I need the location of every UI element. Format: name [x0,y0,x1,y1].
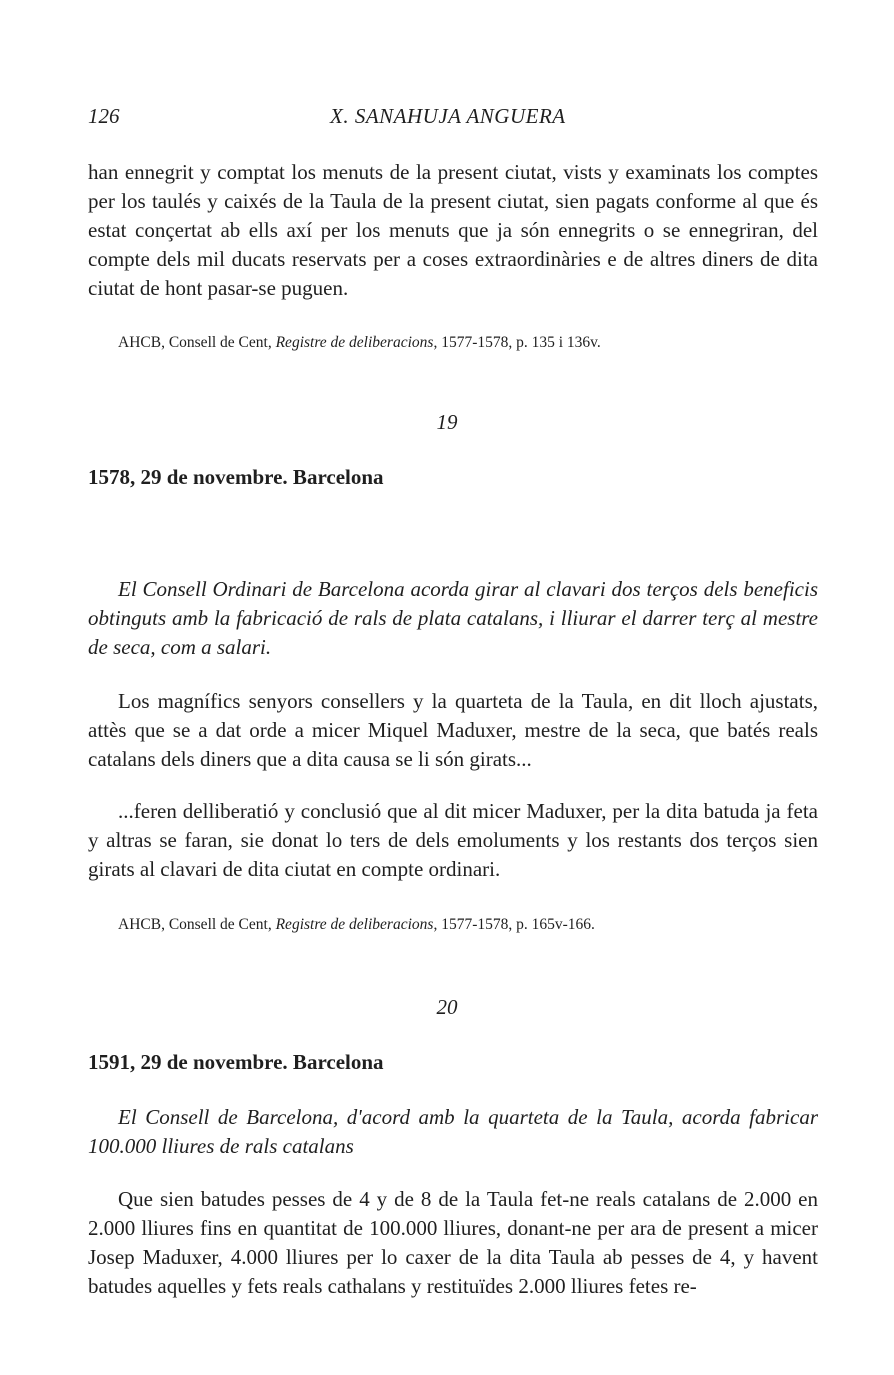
summary-19 [88,575,818,662]
summary-paragraph: El Consell de Barcelona, d'acord amb la quarteta de la Taula, acorda fabricar 100.000 lliures de rals catalans [88,1105,818,1158]
date-heading-20: 1591, 29 de novembre. Barcelona [88,1050,384,1074]
continuation-paragraph: han ennegrit y comptat los menuts de la present ciutat, vists y examinats los comptes per los taulés y caixés de la Taula de la present ciutat, sien pagats conforme al que és estat conçertat ab ells axí per los menuts que ja són ennegrits o se ennegriran, del compte dels mil ducats reservats per a coses extraordinàries e de altres diners de dita ciutat de hont pasar-se puguen. [88,160,818,300]
source-suffix: , 1577-1578, p. 165v-166. [433,916,595,933]
body-paragraph: Que sien batudes pesses de 4 y de 8 de la Taula fet-ne reals catalans de 2.000 en 2.000 lliures fins en quantitat de 100.000 lliures, donant-ne per ara de present a micer Josep Maduxer, 4.000 lliures per lo caxer de la dita Taula ab pesses de 4, y havent batudes aquelles y fets reals cathalans y restituïdes 2.000 lliures fetes re- [88,1187,818,1298]
source-citation-1 [88,333,818,353]
continuation-block [88,158,818,303]
running-head: X. SANAHUJA ANGUERA [330,104,566,128]
page-header [88,104,818,134]
page-number: 126 [88,104,120,128]
source-suffix: , 1577-1578, p. 135 i 136v. [433,334,601,351]
body-19-paragraph-1 [88,687,818,774]
body-20-paragraph-1 [88,1185,818,1301]
body-19-paragraph-2 [88,797,818,884]
document-number-20: 20 [436,995,458,1019]
source-title: Registre de deliberacions [275,916,434,933]
summary-20 [88,1103,818,1161]
source-title: Registre de deliberacions [275,334,434,351]
body-paragraph: ...feren delliberatió y conclusió que al dit micer Maduxer, per la dita batuda ja feta y altras se faran, sie donat lo ters de dels emoluments y los restants dos terços sien girats al clavari de dita ciutat en compte ordinari. [88,799,818,881]
date-heading-19: 1578, 29 de novembre. Barcelona [88,465,384,489]
summary-paragraph: El Consell Ordinari de Barcelona acorda girar al clavari dos terços dels beneficis obtinguts amb la fabricació de rals de plata catalans, i lliurar el darrer terç al mestre de seca, com a salari. [88,577,818,659]
body-paragraph: Los magnífics senyors consellers y la quarteta de la Taula, en dit lloch ajustats, attès que se a dat orde a micer Miquel Maduxer, mestre de la seca, que batés reals catalans dels diners que a dita causa se li són girats... [88,689,818,771]
source-prefix: AHCB, Consell de Cent, [118,916,276,933]
document-number-19: 19 [436,410,458,434]
source-prefix: AHCB, Consell de Cent, [118,334,276,351]
source-citation-2 [88,915,818,935]
